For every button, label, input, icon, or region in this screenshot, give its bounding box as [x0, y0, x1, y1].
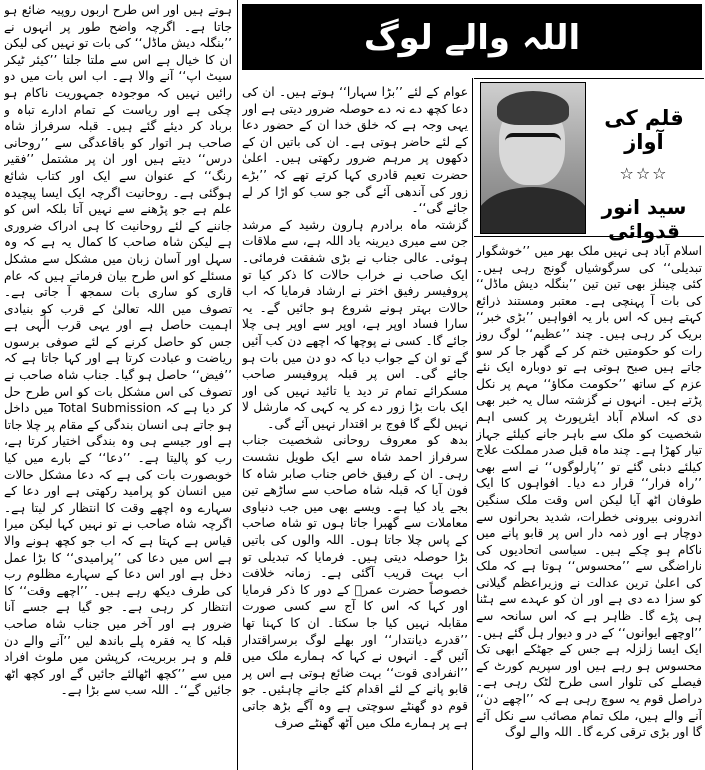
- author-name: سید انور قدوائی: [601, 195, 687, 243]
- paragraph: اسلام آباد ہی نہیں ملک بھر میں ’’خوشگوار تبدیلی‘‘ کی سرگوشیاں گونج رہی ہیں۔ کئی چینلز بھی تین تین ’’بنگلہ دیش ماڈل‘‘ کی بات آ پہنچی ہے۔ معتبر ومستند ذرائع کہتے ہیں کہ اس بار یہ افواہیں ’’بڑی خبر‘‘ بریک کر رہی ہیں۔ چند ’’عظیم‘‘ لوگ روز رات کو حکومتیں ختم کر کے گھر جا کر سو جاتے ہیں صبح ہوتی ہے تو دوبارہ ایک نئے عزم کے ساتھ ’’حکومت مکاؤ‘‘ مہم پر نکل پڑتے ہیں۔ انہوں نے گزشتہ سال یہ خبر بھی دی کہ اسلام آباد ایئرپورٹ پر کسی اہم شخصیت کو ملک سے باہر جانے کیلئے جہاز تیار کھڑا ہے۔ چند ماہ قبل صدر مملکت علاج کیلئے دبئی گئے تو ’’پارلوگوں‘‘ نے اسے بھی ’’راہ فرار‘‘ قرار دے دیا۔ افواہوں کا ایک طوفان اٹھ آیا لیکن اس وقت ملک سنگین اندرونی بیرونی خطرات، شدید بحرانوں سے دوچار ہے اور ذمہ دار اس پر قابو پانے میں ناکام ہو چکے ہیں۔ سیاسی اتحادیوں کی ناراضگی سے ’’محسوس‘‘ ہوتا ہے کہ ملک کی اعلیٰ ترین عدالت نے وزیراعظم گیلانی کو سزا دے دی ہے اور ان کو عہدے سے ہٹنا ہی پڑے گا۔ ظاہر ہے کہ اس سانحہ سے ’’اوچھے ایوانوں‘‘ کے در و دیوار ہل گئے ہیں۔ ایک ایسا زلزلہ ہے جس کے جھٹکے ابھی تک محسوس ہو رہے ہیں اور سپریم کورٹ کے فیصلے کی تلوار اسی طرح لٹک رہی ہے۔ دراصل قوم یہ سوچ رہی ہے کہ ’’اچھے دن‘‘ آنے والے ہیں، ملک تمام مصائب سے نکل آئے گا اور بڑی ترقی کرے گا۔ اللہ والے لوگ: [476, 244, 702, 740]
- divider: [237, 0, 238, 770]
- middle-column: [242, 84, 468, 770]
- byline: [584, 84, 704, 243]
- author-photo: [480, 82, 586, 234]
- column-name: قلم کی آواز: [604, 106, 684, 154]
- divider: [472, 78, 473, 770]
- left-column: [4, 2, 232, 770]
- right-column: [476, 243, 702, 770]
- star-ornament: ☆☆☆: [619, 164, 669, 183]
- paragraph: ہوتے ہیں اور اس طرح اربوں روپیہ ضائع ہو جاتا ہے۔ اگرچہ واضح طور پر انہوں نے ’’بنگلہ دیش ماڈل‘‘ کی بات تو نہیں کی لیکن ان کا خیال ہے اس سے ملتا جلتا ’’کیئر ٹیکر سیٹ اپ‘‘ آنے والا ہے۔ اب اس بات میں دو رائیں نہیں کہ موجودہ جمہوریت ناکام ہو چکی ہے اور ریاست کے تمام ادارے تباہ و برباد کر دیئے گئے ہیں۔ قبلہ سرفراز شاہ صاحب ہر اتوار کو باقاعدگی سے ’’روحانی درس‘‘ دیتے ہیں اور ان پر مشتمل ’’فقیر رنگ‘‘ کے عنوان سے ایک اور کتاب شائع ہوگئی ہے۔ روحانیت اگرچہ ایک ایسا پیچیدہ علم ہے جو پڑھنے سے نہیں آتا بلکہ اس کو جاننے کے لئے روحانیت کا ہی ادراک ضروری ہے لیکن شاہ صاحب کا کمال یہ ہے کہ وہ سہل اور آسان زبان میں مشکل سے مشکل مسئلے کو اس طرح بیان فرماتے ہیں کہ عام قاری کو ساری بات سمجھ آ جاتی ہے۔ تصوف میں اللہ تعالیٰ کے قرب کو بنیادی اہمیت حاصل ہے اور یہی قرب الٰہی ہے جس کو حاصل کرنے کے لئے صوفی برسوں ریاضت و عبادت کرتا ہے اور کہا جاتا ہے کہ ’’فیض‘‘ حاصل ہو گیا۔ جناب شاہ صاحب نے تصوف کی اس مشکل بات کو اس طرح حل کر دیا ہے کہ Total Submission میں داخل ہو جاتے ہی انسان بندگی کے مقام پر چلا جاتا ہے اور جیسے ہی وہ بندگی اختیار کرتا ہے، رب کو پالیتا ہے۔ ’’دعا‘‘ کے بارے میں کیا خوبصورت بات کی ہے کہ دعا مشکل حالات میں انسان کو پرامید رکھتی ہے اور دعا کے سہارے وہ اچھے وقت کا انتظار کر لیتا ہے۔ اگرچہ شاہ صاحب نے تو نہیں کہا لیکن میرا قیاس ہے کہتا ہے کہ اب جو کچھ ہونے والا ہے اس میں دعا کی ’’پرامیدی‘‘ کا بڑا عمل دخل ہے اور اس دعا کے سہارے مظلوم رب کی طرف دیکھ رہے ہیں۔ ’’اچھے وقت‘‘ کا انتظار کر رہی ہے۔ جو گیا ہے جسے آنا ضرور ہے اور آخر میں جناب شاہ صاحب قبلہ کا یہ فقرہ پلے باندھ لیں ’’آنے والے دن قلم و ہر بربریت، کرپشن میں ملوث افراد میں سے ’’کچھ اٹھالئے جائیں گے اور کچھ اٹھ جائیں گے‘‘۔ اللہ سب سے بڑا ہے۔: [4, 3, 232, 698]
- divider: [474, 78, 704, 79]
- column-title-banner: [242, 4, 702, 70]
- column-title: اللہ والے لوگ: [363, 17, 581, 58]
- paragraph: عوام کے لئے ’’بڑا سہارا‘‘ ہوتے ہیں۔ ان کی دعا کچھ دے نہ دے حوصلہ ضرور دیتی ہے اور یہی وجہ ہے کہ خلق خدا ان کے حضور دعا کے لئے حاضر ہوتی ہے۔ ان کی باتیں ان کے دکھوں پر مرہم ضرور رکھتی ہیں۔ اعلیٰ حضرت تعیم قادری کہا کرتے تھے کہ ’’بڑے زور کی آندھی آئے گی جو سب کو اڑا کر لے جائے گی‘‘۔: [242, 85, 468, 216]
- paragraph: بدھ کو معروف روحانی شخصیت جناب سرفراز احمد شاہ سے ایک طویل نشست رہی۔ ان کے رفیق خاص جناب صابر شاہ کا فون آیا کہ قبلہ شاہ صاحب سے ساڑھے تین بجے یاد کیا ہے۔ ویسے بھی میں جب دنیاوی معاملات سے گھبرا جاتا ہوں تو شاہ صاحب کے پاس چلا جاتا ہوں۔ اللہ والوں کی باتیں بڑا حوصلہ دیتی ہیں۔ فرمایا کہ تبدیلی تو اب بہت قریب آگئی ہے۔ زمانہ خلافت خصوصاً حضرت عمرؓ کے دور کا ذکر فرمایا اور کہا کہ اس کا آج سے کسی صورت مقابلہ نہیں کیا جا سکتا۔ ان کا کہنا تھا ’’قدرے دیانتدار‘‘ اور بھلے لوگ برسراقتدار آئیں گے۔ انہوں نے کہا کہ ہمارے ملک میں ’’انفرادی قوت‘‘ بہت ضائع ہوتی ہے اس پر قابو پانے کے لئے اقدام کئے جانے چاہئیں۔ جو قوم دو گھنٹے سوچتی ہے وہ آگے بڑھ جاتی ہے پر ہمارے ملک میں آٹھ گھنٹے صرف: [242, 433, 468, 730]
- paragraph: گزشتہ ماہ برادرم ہارون رشید کے مرشد جن سے میری دیرینہ یاد اللہ ہے، سے ملاقات ہوئی۔ عالی جناب نے بڑی شفقت فرمائی۔ ایک صاحب نے خراب حالات کا ذکر کیا تو پروفیسر رفیق اختر نے ارشاد فرمایا کہ اب حالات بہتر ہونے شروع ہو جائیں گے۔ یہ سارا فساد اوپر ہے، اوپر سے اوپر ہی چلا جائے گا۔ کسی نے پوچھا کہ اچھے دن کب آئیں گے تو ان کے جواب دیا کہ دو دن میں بات ہو جائے گی۔ اس پر قبلہ پروفیسر صاحب مسکرائے تمام تر دید یا تائید نہیں کی اور ایک بات بڑا زور دے کر یہ کہی کہ مارشل لا نہیں لگے گا فوج بر اقتدار نہیں آئے گی۔: [242, 217, 468, 431]
